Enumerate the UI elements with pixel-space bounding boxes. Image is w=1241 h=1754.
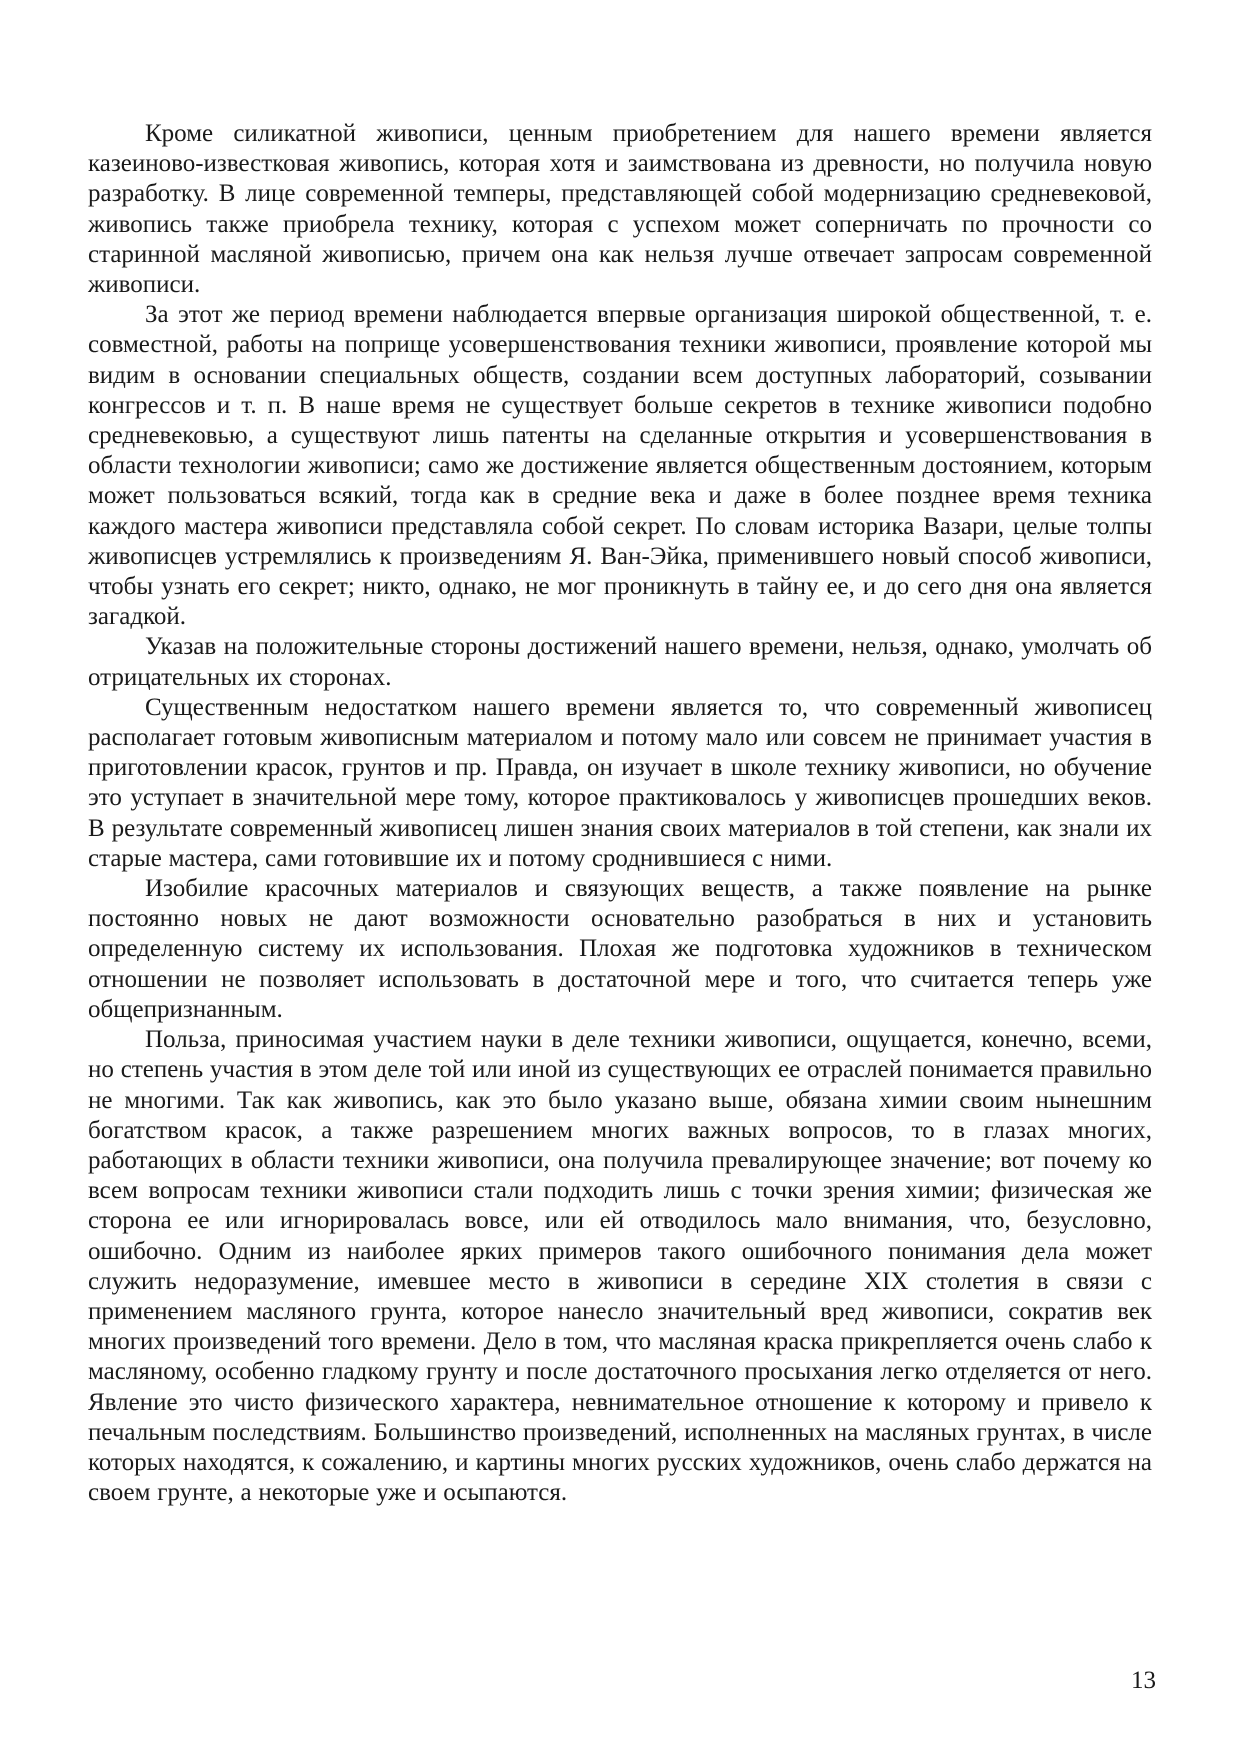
page-number: 13 [1131,1667,1156,1694]
paragraph: Кроме силикатной живописи, ценным приобретением для нашего времени является казеиново-известковая живопись, которая хотя и заимствована из древности, но получила новую разработку. В лице современной темперы, представляющей собой модернизацию средневековой, живопись также приобрела технику, которая с успехом может соперничать по прочности со старинной масляной живописью, причем она как нельзя лучше отвечает запросам современной живописи. [88,120,1152,299]
paragraph: За этот же период времени наблюдается впервые организация широкой общественной, т. е. совместной, работы на поприще усовершенствования техники живописи, проявление которой мы видим в основании специальных обществ, создании всем доступных лабораторий, созывании конгрессов и т. п. В наше время не существует больше секретов в технике живописи подобно средневековью, а существуют лишь патенты на сделанные открытия и усовершенствования в области технологии живописи; само же достижение является общественным достоянием, которым может пользоваться всякий, тогда как в средние века и даже в более позднее время техника каждого мастера живописи представляла собой секрет. По словам историка Вазари, целые толпы живописцев устремлялись к произведениям Я. Ван-Эйка, применившего новый способ живописи, чтобы узнать его секрет; никто, однако, не мог проникнуть в тайну ее, и до сего дня она является загадкой. [88,301,1152,631]
paragraph: Изобилие красочных материалов и связующих веществ, а также появление на рынке постоянно новых не дают возможности основательно разобраться в них и установить определенную систему их использования. Плохая же подготовка художников в техническом отношении не позволяет использовать в достаточной мере и того, что считается теперь уже общепризнанным. [88,875,1152,1023]
paragraph: Польза, приносимая участием науки в деле техники живописи, ощущается, конечно, всеми, но степень участия в этом деле той или иной из существующих ее отраслей понимается правильно не многими. Так как живопись, как это было указано выше, обязана химии своим нынешним богатством красок, а также разрешением многих важных вопросов, то в глазах многих, работающих в области техники живописи, она получила превалирующее значение; вот почему ко всем вопросам техники живописи стали подходить лишь с точки зрения химии; физическая же сторона ее или игнорировалась вовсе, или ей отводилось мало внимания, что, безусловно, ошибочно. Одним из наиболее ярких примеров такого ошибочного понимания дела может служить недоразумение, имевшее место в живописи в середине XIX столетия в связи с применением масляного грунта, которое нанесло значительный вред живописи, сократив век многих произведений того времени. Дело в том, что масляная краска прикрепляется очень слабо к масляному, особенно гладкому грунту и после достаточного просыхания легко отделяется от него. Явление это чисто физического характера, невнимательное отношение к которому и привело к печальным последствиям. Большинство произведений, исполненных на масляных грунтах, в числе которых находятся, к сожалению, и картины многих русских художников, очень слабо держатся на своем грунте, а некоторые уже и осыпаются. [88,1026,1152,1507]
paragraph: Указав на положительные стороны достижений нашего времени, нельзя, однако, умолчать об отрицательных их сторонах. [88,633,1152,691]
body-text [88,119,1152,1508]
paragraph: Существенным недостатком нашего времени является то, что современный живописец располагает готовым живописным материалом и потому мало или совсем не принимает участия в приготовлении красок, грунтов и пр. Правда, он изучает в школе технику живописи, но обучение это уступает в значительной мере тому, которое практиковалось у живописцев прошедших веков. В результате современный живописец лишен знания своих материалов в той степени, как знали их старые мастера, сами готовившие их и потому сроднившиеся с ними. [88,693,1152,872]
